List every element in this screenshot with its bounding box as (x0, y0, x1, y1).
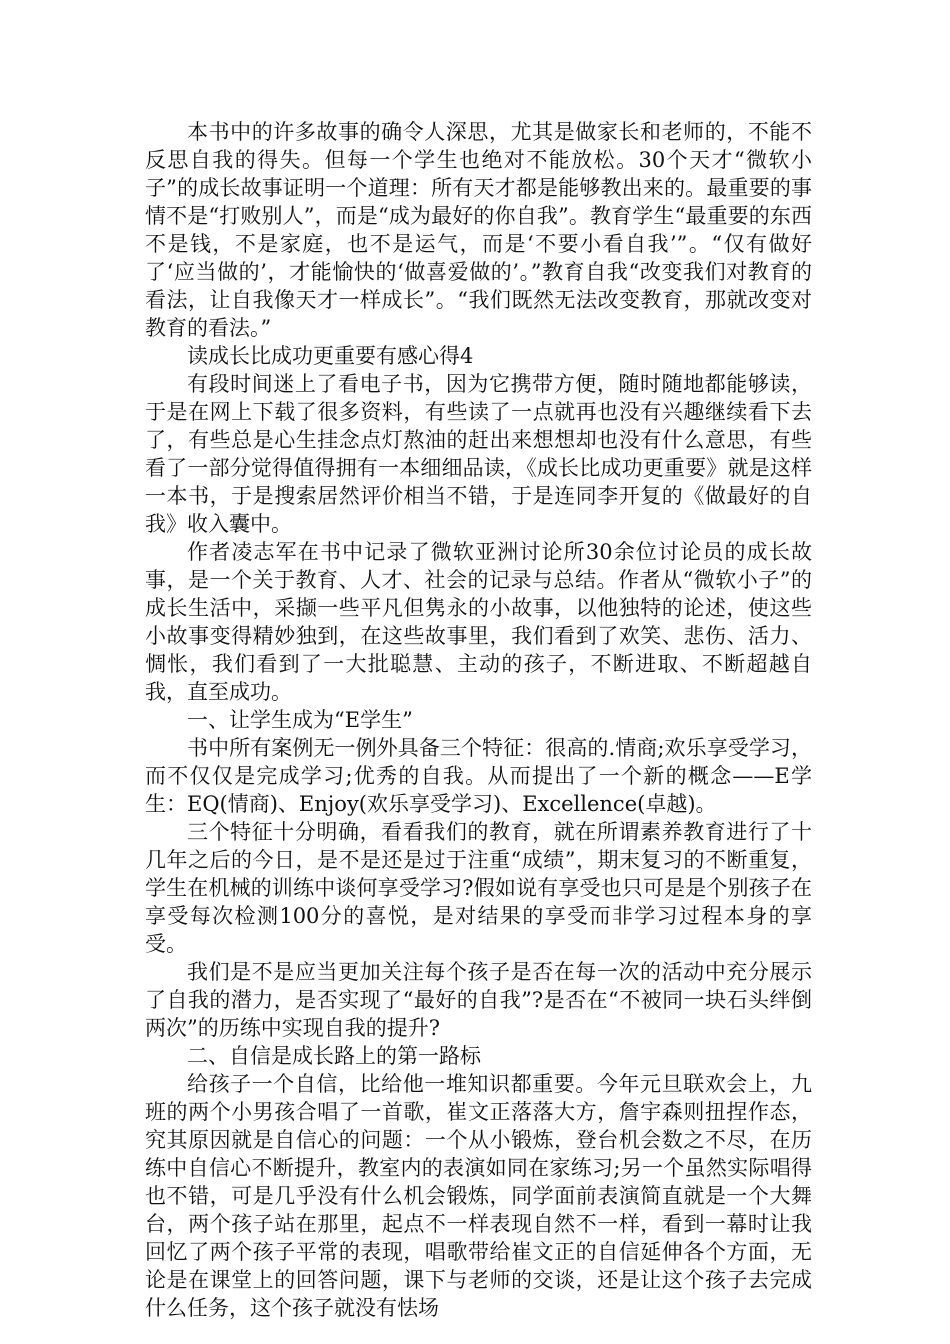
body-paragraph: 作者凌志军在书中记录了微软亚洲讨论所30余位讨论员的成长故事，是一个关于教育、人才、社会的记录与总结。作者从“微软小子”的成长生活中，采撷一些平凡但隽永的小故事，以他独特的论述，使这些小故事变得精妙独到，在这些故事里，我们看到了欢笑、悲伤、活力、惆怅，我们看到了一大批聪慧、主动的孩子，不断进取、不断超越自我，直至成功。 (145, 540, 812, 704)
subheading: 一、让学生成为“E学生” (187, 708, 413, 732)
body-paragraph: 给孩子一个自信，比给他一堆知识都重要。今年元旦联欢会上，九班的两个小男孩合唱了一首歌，崔文正落落大方，詹宇森则扭捏作态，究其原因就是自信心的问题：一个从小锻炼，登台机会数之不尽，在历练中自信心不断提升，教室内的表演如同在家练习;另一个虽然实际唱得也不错，可是几乎没有什么机会锻炼，同学面前表演简直就是一个大舞台，两个孩子站在那里，起点不一样表现自然不一样，看到一幕时让我回忆了两个孩子平常的表现，唱歌带给崔文正的自信延伸各个方面，无论是在课堂上的回答问题，课下与老师的交谈，还是让这个孩子去完成什么任务，这个孩子就没有怯场 (145, 1072, 812, 1320)
body-paragraph: 三个特征十分明确，看看我们的教育，就在所谓素养教育进行了十几年之后的今日，是不是还是过于注重“成绩”，期末复习的不断重复，学生在机械的训练中谈何享受学习?假如说有享受也只可是是个别孩子在享受每次检测100分的喜悦，是对结果的享受而非学习过程本身的享受。 (145, 820, 812, 956)
section-title: 读成长比成功更重要有感心得4 (187, 344, 474, 368)
subheading: 二、自信是成长路上的第一路标 (187, 1044, 481, 1068)
body-paragraph: 我们是不是应当更加关注每个孩子是否在每一次的活动中充分展示了自我的潜力，是否实现了“最好的自我”?是否在“不被同一块石头绊倒两次”的历练中实现自我的提升? (145, 960, 812, 1040)
document-page (145, 118, 812, 1322)
body-paragraph: 本书中的许多故事的确令人深思，尤其是做家长和老师的，不能不反思自我的得失。但每一个学生也绝对不能放松。30个天才“微软小子”的成长故事证明一个道理：所有天才都是能够教出来的。最重要的事情不是“打败别人”，而是“成为最好的你自我”。教育学生“最重要的东西不是钱，不是家庭，也不是运气，而是‘不要小看自我’”。“仅有做好了‘应当做的’，才能愉快的‘做喜爱做的’。”教育自我“改变我们对教育的看法，让自我像天才一样成长”。“我们既然无法改变教育，那就改变对教育的看法。” (145, 120, 812, 340)
body-paragraph: 有段时间迷上了看电子书，因为它携带方便，随时随地都能够读，于是在网上下载了很多资料，有些读了一点就再也没有兴趣继续看下去了，有些总是心生挂念点灯熬油的赶出来想想却也没有什么意思，有些看了一部分觉得值得拥有一本细细品读，《成长比成功更重要》就是这样一本书，于是搜索居然评价相当不错，于是连同李开复的《做最好的自我》收入囊中。 (145, 372, 812, 536)
body-paragraph: 书中所有案例无一例外具备三个特征：很高的.情商;欢乐享受学习，而不仅仅是完成学习;优秀的自我。从而提出了一个新的概念——E学生：EQ(情商)、Enjoy(欢乐享受学习)、Excellence(卓越)。 (145, 736, 812, 816)
